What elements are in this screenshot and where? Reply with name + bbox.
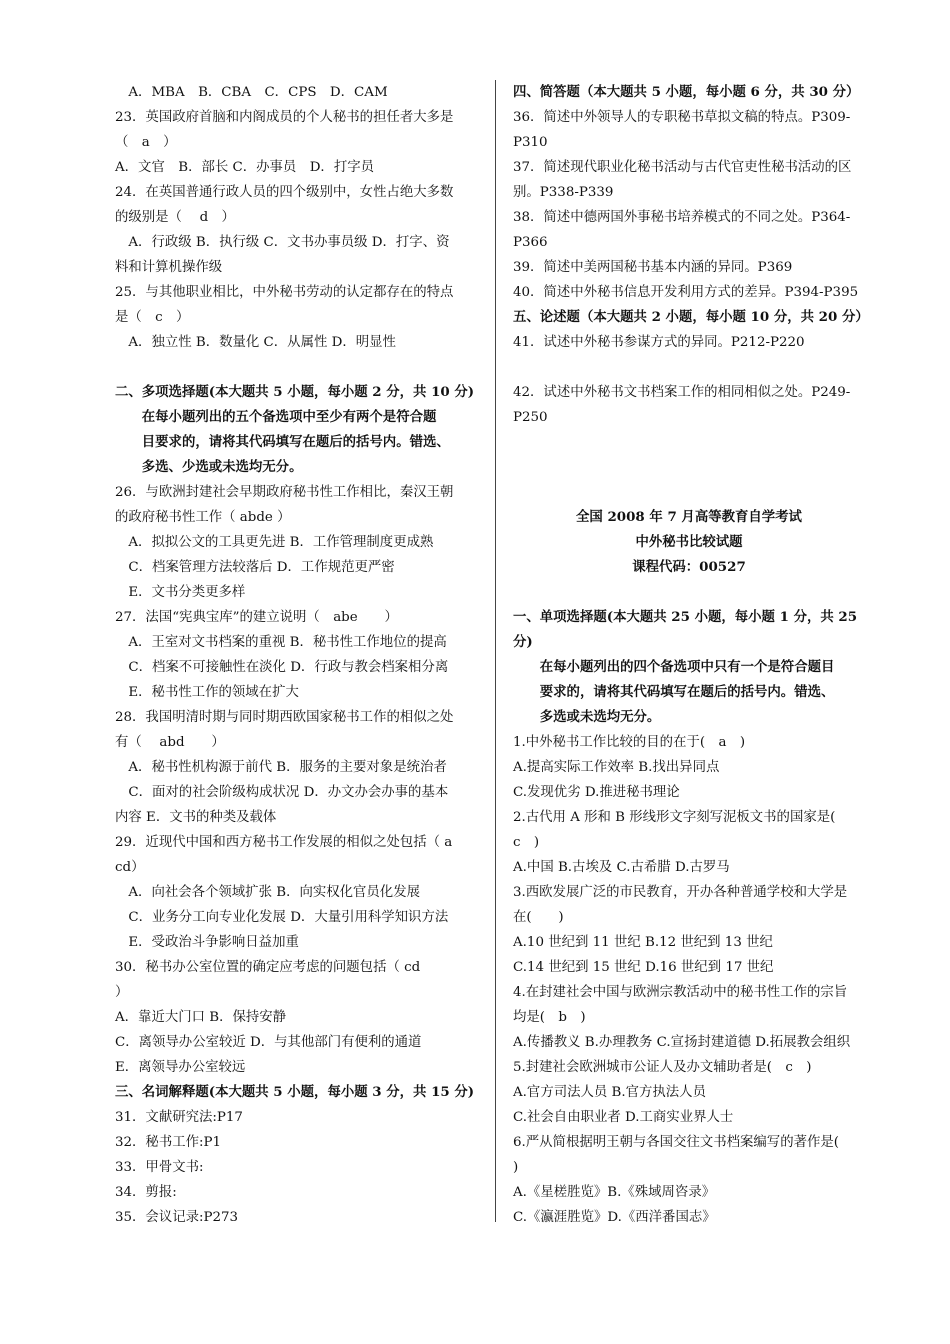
blank-line [115,355,477,380]
text-line: A．拟拟公文的工具更先进 B．工作管理制度更成熟 [115,535,434,550]
text-line: 29．近现代中国和西方秘书工作发展的相似之处包括（ a [115,835,453,850]
text-line: 6.严从简根据明王朝与各国交往文书档案编写的著作是( [513,1135,839,1150]
text-line: 39．简述中美两国秘书基本内涵的异同。P369 [513,260,793,275]
text-line: A.提高实际工作效率 B.找出异同点 [513,760,720,775]
blank-line [513,580,865,605]
text-line: A．向社会各个领域扩张 B．向实权化官员化发展 [115,885,420,900]
section-heading: 多选、少选或未选均无分。 [115,459,303,475]
text-line: C.发现优劣 D.推进秘书理论 [513,785,680,800]
section-heading: 五、论述题（本大题共 2 小题，每小题 10 分，共 20 分） [513,309,869,325]
section-heading: 在每小题列出的五个备选项中至少有两个是符合题 [115,409,437,425]
blank-line [513,430,865,455]
text-line: 4.在封建社会中国与欧洲宗教活动中的秘书性工作的宗旨 [513,985,848,1000]
text-line: A.中国 B.古埃及 C.古希腊 D.古罗马 [513,860,730,875]
text-line: 27．法国“宪典宝库”的建立说明（ abe ） [115,610,398,625]
text-line: 38．简述中德两国外事秘书培养模式的不同之处。P364- [513,210,851,225]
text-line: 26．与欧洲封建社会早期政府秘书性工作相比，秦汉王朝 [115,485,454,500]
section-heading: 全国 2008 年 7 月高等教育自学考试 [576,509,802,525]
text-line: A．王室对文书档案的重视 B．秘书性工作地位的提高 [115,635,447,650]
text-line: A.10 世纪到 11 世纪 B.12 世纪到 13 世纪 [513,935,773,950]
section-heading: 二、多项选择题(本大题共 5 小题，每小题 2 分，共 10 分) [115,384,475,400]
text-line: C．业务分工向专业化发展 D．大量引用科学知识方法 [115,910,449,925]
text-line: 5.封建社会欧洲城市公证人及办文辅助者是( c ) [513,1060,812,1075]
text-line: 25．与其他职业相比，中外秘书劳动的认定都存在的特点 [115,285,454,300]
section-heading: 要求的，请将其代码填写在题后的括号内。错选、 [513,684,835,700]
text-line: 2.古代用 A 形和 B 形线形文字刻写泥板文书的国家是( [513,810,836,825]
section-heading: 多选或未选均无分。 [513,709,661,725]
text-line: 30．秘书办公室位置的确定应考虑的问题包括（ cd [115,960,421,975]
text-line: 36．简述中外领导人的专职秘书草拟文稿的特点。P309- [513,110,851,125]
text-line: A．文官 B．部长 C．办事员 D．打字员 [115,160,374,175]
text-line: 42．试述中外秘书文书档案工作的相同相似之处。P249- [513,385,851,400]
text-line: A．靠近大门口 B．保持安静 [115,1010,287,1025]
text-line: 3.西欧发展广泛的市民教育，开办各种普通学校和大学是 [513,885,848,900]
text-line: C.《瀛涯胜览》D.《西洋番国志》 [513,1210,716,1225]
text-line: C．档案管理方法较落后 D．工作规范更严密 [115,560,395,575]
blank-line [513,455,865,480]
text-line: A．独立性 B．数量化 C．从属性 D．明显性 [115,335,396,350]
text-line: 的政府秘书性工作（ abde ） [115,510,291,525]
text-line: E．文书分类更多样 [115,585,246,600]
text-line: （ a ） [115,135,177,150]
text-line: 41．试述中外秘书参谋方式的异同。P212-P220 [513,335,805,350]
text-line: 34．剪报: [115,1185,177,1200]
text-line: A．MBA B．CBA C．CPS D．CAM [115,85,388,100]
blank-line [513,355,865,380]
column-divider [495,80,496,1222]
section-heading: 目要求的，请将其代码填写在题后的括号内。错选、 [115,434,450,450]
blank-line [513,480,865,505]
section-heading: 在每小题列出的四个备选项中只有一个是符合题目 [513,659,835,675]
text-line: 料和计算机操作级 [115,260,223,275]
text-line: 的级别是（ d ） [115,210,235,225]
left-column [115,80,477,1230]
text-line: A．行政级 B．执行级 C．文书办事员级 D．打字、资 [115,235,450,250]
right-column [513,80,869,1230]
text-line: ） [115,985,129,1000]
text-line: 28．我国明清时期与同时期西欧国家秘书工作的相似之处 [115,710,454,725]
text-line: P250 [513,410,548,425]
text-line: C．面对的社会阶级构成状况 D．办文办会办事的基本 [115,785,449,800]
text-line: 是（ c ） [115,310,190,325]
text-line: 内容 E．文书的种类及载体 [115,810,277,825]
section-heading: 分) [513,634,533,650]
text-line: 33．甲骨文书: [115,1160,204,1175]
text-line: ) [513,1160,519,1175]
text-line: C．离领导办公室较近 D．与其他部门有便利的通道 [115,1035,422,1050]
text-line: C.社会自由职业者 D.工商实业界人士 [513,1110,734,1125]
section-heading: 中外秘书比较试题 [635,534,743,550]
text-line: 35．会议记录:P273 [115,1210,239,1225]
text-line: C．档案不可接触性在淡化 D．行政与教会档案相分离 [115,660,449,675]
text-line: E．秘书性工作的领域在扩大 [115,685,299,700]
text-line: A.传播教义 B.办理教务 C.宣扬封建道德 D.拓展教会组织 [513,1035,851,1050]
text-line: 在( ) [513,910,564,925]
text-line: 37．简述现代职业化秘书活动与古代官吏性秘书活动的区 [513,160,852,175]
text-line: A.官方司法人员 B.官方执法人员 [513,1085,706,1100]
text-line: 有（ abd ） [115,735,225,750]
text-line: E．受政治斗争影响日益加重 [115,935,299,950]
text-line: 别。P338-P339 [513,185,614,200]
section-heading: 四、简答题（本大题共 5 小题，每小题 6 分，共 30 分） [513,84,860,100]
text-line: 均是( b ) [513,1010,586,1025]
text-line: P310 [513,135,548,150]
section-heading: 课程代码：00527 [632,559,746,575]
text-line: C.14 世纪到 15 世纪 D.16 世纪到 17 世纪 [513,960,774,975]
text-line: E．离领导办公室较远 [115,1060,246,1075]
section-heading: 三、名词解释题(本大题共 5 小题，每小题 3 分，共 15 分) [115,1084,475,1100]
text-line: 1.中外秘书工作比较的目的在于( a ) [513,735,746,750]
text-line: 24．在英国普通行政人员的四个级别中，女性占绝大多数 [115,185,454,200]
text-line: 32．秘书工作:P1 [115,1135,222,1150]
text-line: 40．简述中外秘书信息开发利用方式的差异。P394-P395 [513,285,859,300]
text-line: cd） [115,860,145,875]
text-line: 31．文献研究法:P17 [115,1110,243,1125]
text-line: A．秘书性机构源于前代 B．服务的主要对象是统治者 [115,760,447,775]
text-line: c ) [513,835,540,850]
section-heading: 一、单项选择题(本大题共 25 小题，每小题 1 分，共 25 [513,609,858,625]
text-line: A.《星槎胜览》B.《殊域周咨录》 [513,1185,716,1200]
text-line: 23．英国政府首脑和内阁成员的个人秘书的担任者大多是 [115,110,454,125]
text-line: P366 [513,235,548,250]
